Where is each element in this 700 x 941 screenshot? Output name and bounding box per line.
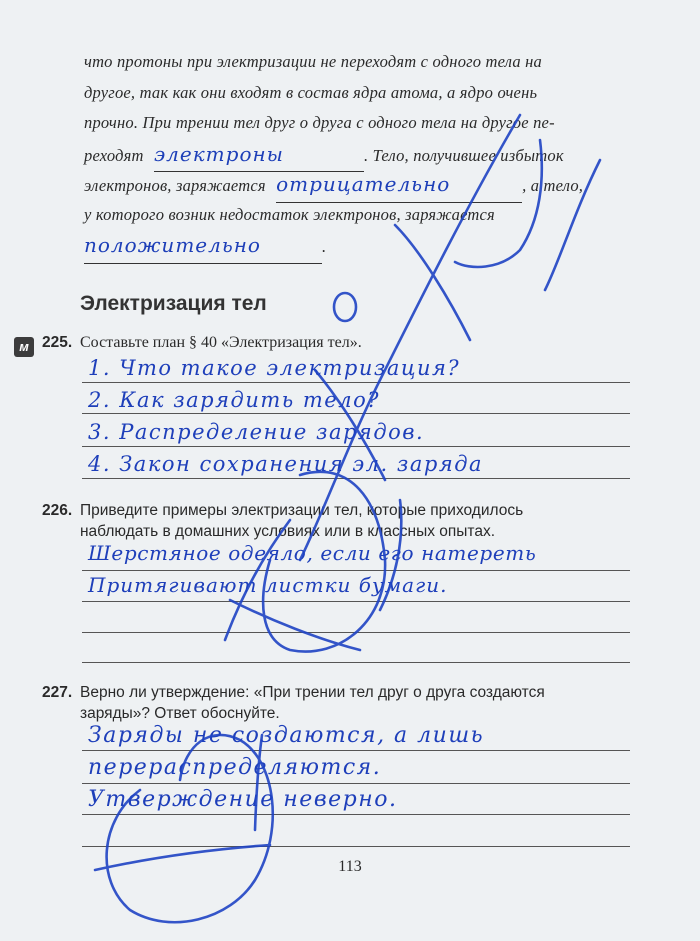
intro-line-2: другое, так как они входят в состав ядра атома, а ядро очень	[84, 82, 538, 102]
intro-line-4-start: реходят	[84, 145, 144, 165]
scribble-stroke	[380, 500, 401, 610]
answer-225-1: 1. Что такое электризация?	[88, 356, 461, 380]
answer-225-2: 2. Как зарядить тело?	[88, 388, 380, 412]
answer-227-3: Утверждение неверно.	[88, 787, 398, 812]
task-225-number: 225.	[42, 334, 73, 351]
task-225-question: Составьте план § 40 «Электризация тел».	[80, 334, 362, 351]
section-heading: Электризация тел	[80, 292, 267, 315]
task-226-number: 226.	[42, 502, 73, 519]
intro-line-4-end: . Тело, получившее избыток	[363, 145, 564, 165]
intro-line-6: у которого возник недостаток электронов, заряжается	[84, 204, 495, 224]
scribble-loop	[107, 735, 273, 922]
task-226-question-1: Приведите примеры электризации тел, которые приходилось	[80, 502, 524, 519]
scribble-stroke	[455, 140, 542, 267]
answer-226-2: Притягивают листки бумаги.	[88, 573, 448, 597]
intro-line-5-start: электронов, заряжается	[84, 176, 266, 195]
task-226-question-2: наблюдать в домашних условиях или в классных опытах.	[80, 523, 496, 540]
answer-225-3: 3. Распределение зарядов.	[88, 420, 425, 444]
task-227-question-1: Верно ли утверждение: «При трении тел друг о друга создаются	[80, 684, 545, 701]
scribble-stroke	[300, 115, 520, 560]
intro-line-1: что протоны при электризации не переходят с одного тела на	[84, 52, 542, 71]
task-227-question-2: заряды»? Ответ обоснуйте.	[80, 705, 280, 722]
intro-line-5-end: , а тело,	[522, 176, 584, 195]
handwritten-electrons: электроны	[153, 141, 284, 166]
answer-227-2: перераспределяются.	[88, 755, 382, 780]
scribble-stroke	[255, 735, 262, 830]
intro-line-7-end: .	[322, 237, 327, 256]
scribble-stroke	[545, 160, 600, 290]
scribble-stroke	[395, 225, 470, 340]
page-number: 113	[338, 858, 362, 875]
handwritten-negative: отрицательно	[276, 172, 451, 196]
answer-227-1: Заряды не создаются, а лишь	[88, 723, 485, 748]
task-227-number: 227.	[42, 684, 73, 701]
scribble-circle	[334, 293, 356, 321]
scribble-stroke	[95, 845, 270, 870]
handwritten-positive: положительно	[84, 233, 261, 257]
intro-line-3: прочно. При трении тел друг о друга с одного тела на другое пе-	[84, 113, 555, 132]
scribble-stroke	[315, 370, 385, 480]
answer-226-1: Шерстяное одеяло, если его натереть	[88, 541, 537, 565]
m-badge-icon: м	[14, 337, 34, 357]
answer-225-4: 4. Закон сохранения эл. заряда	[88, 452, 484, 476]
